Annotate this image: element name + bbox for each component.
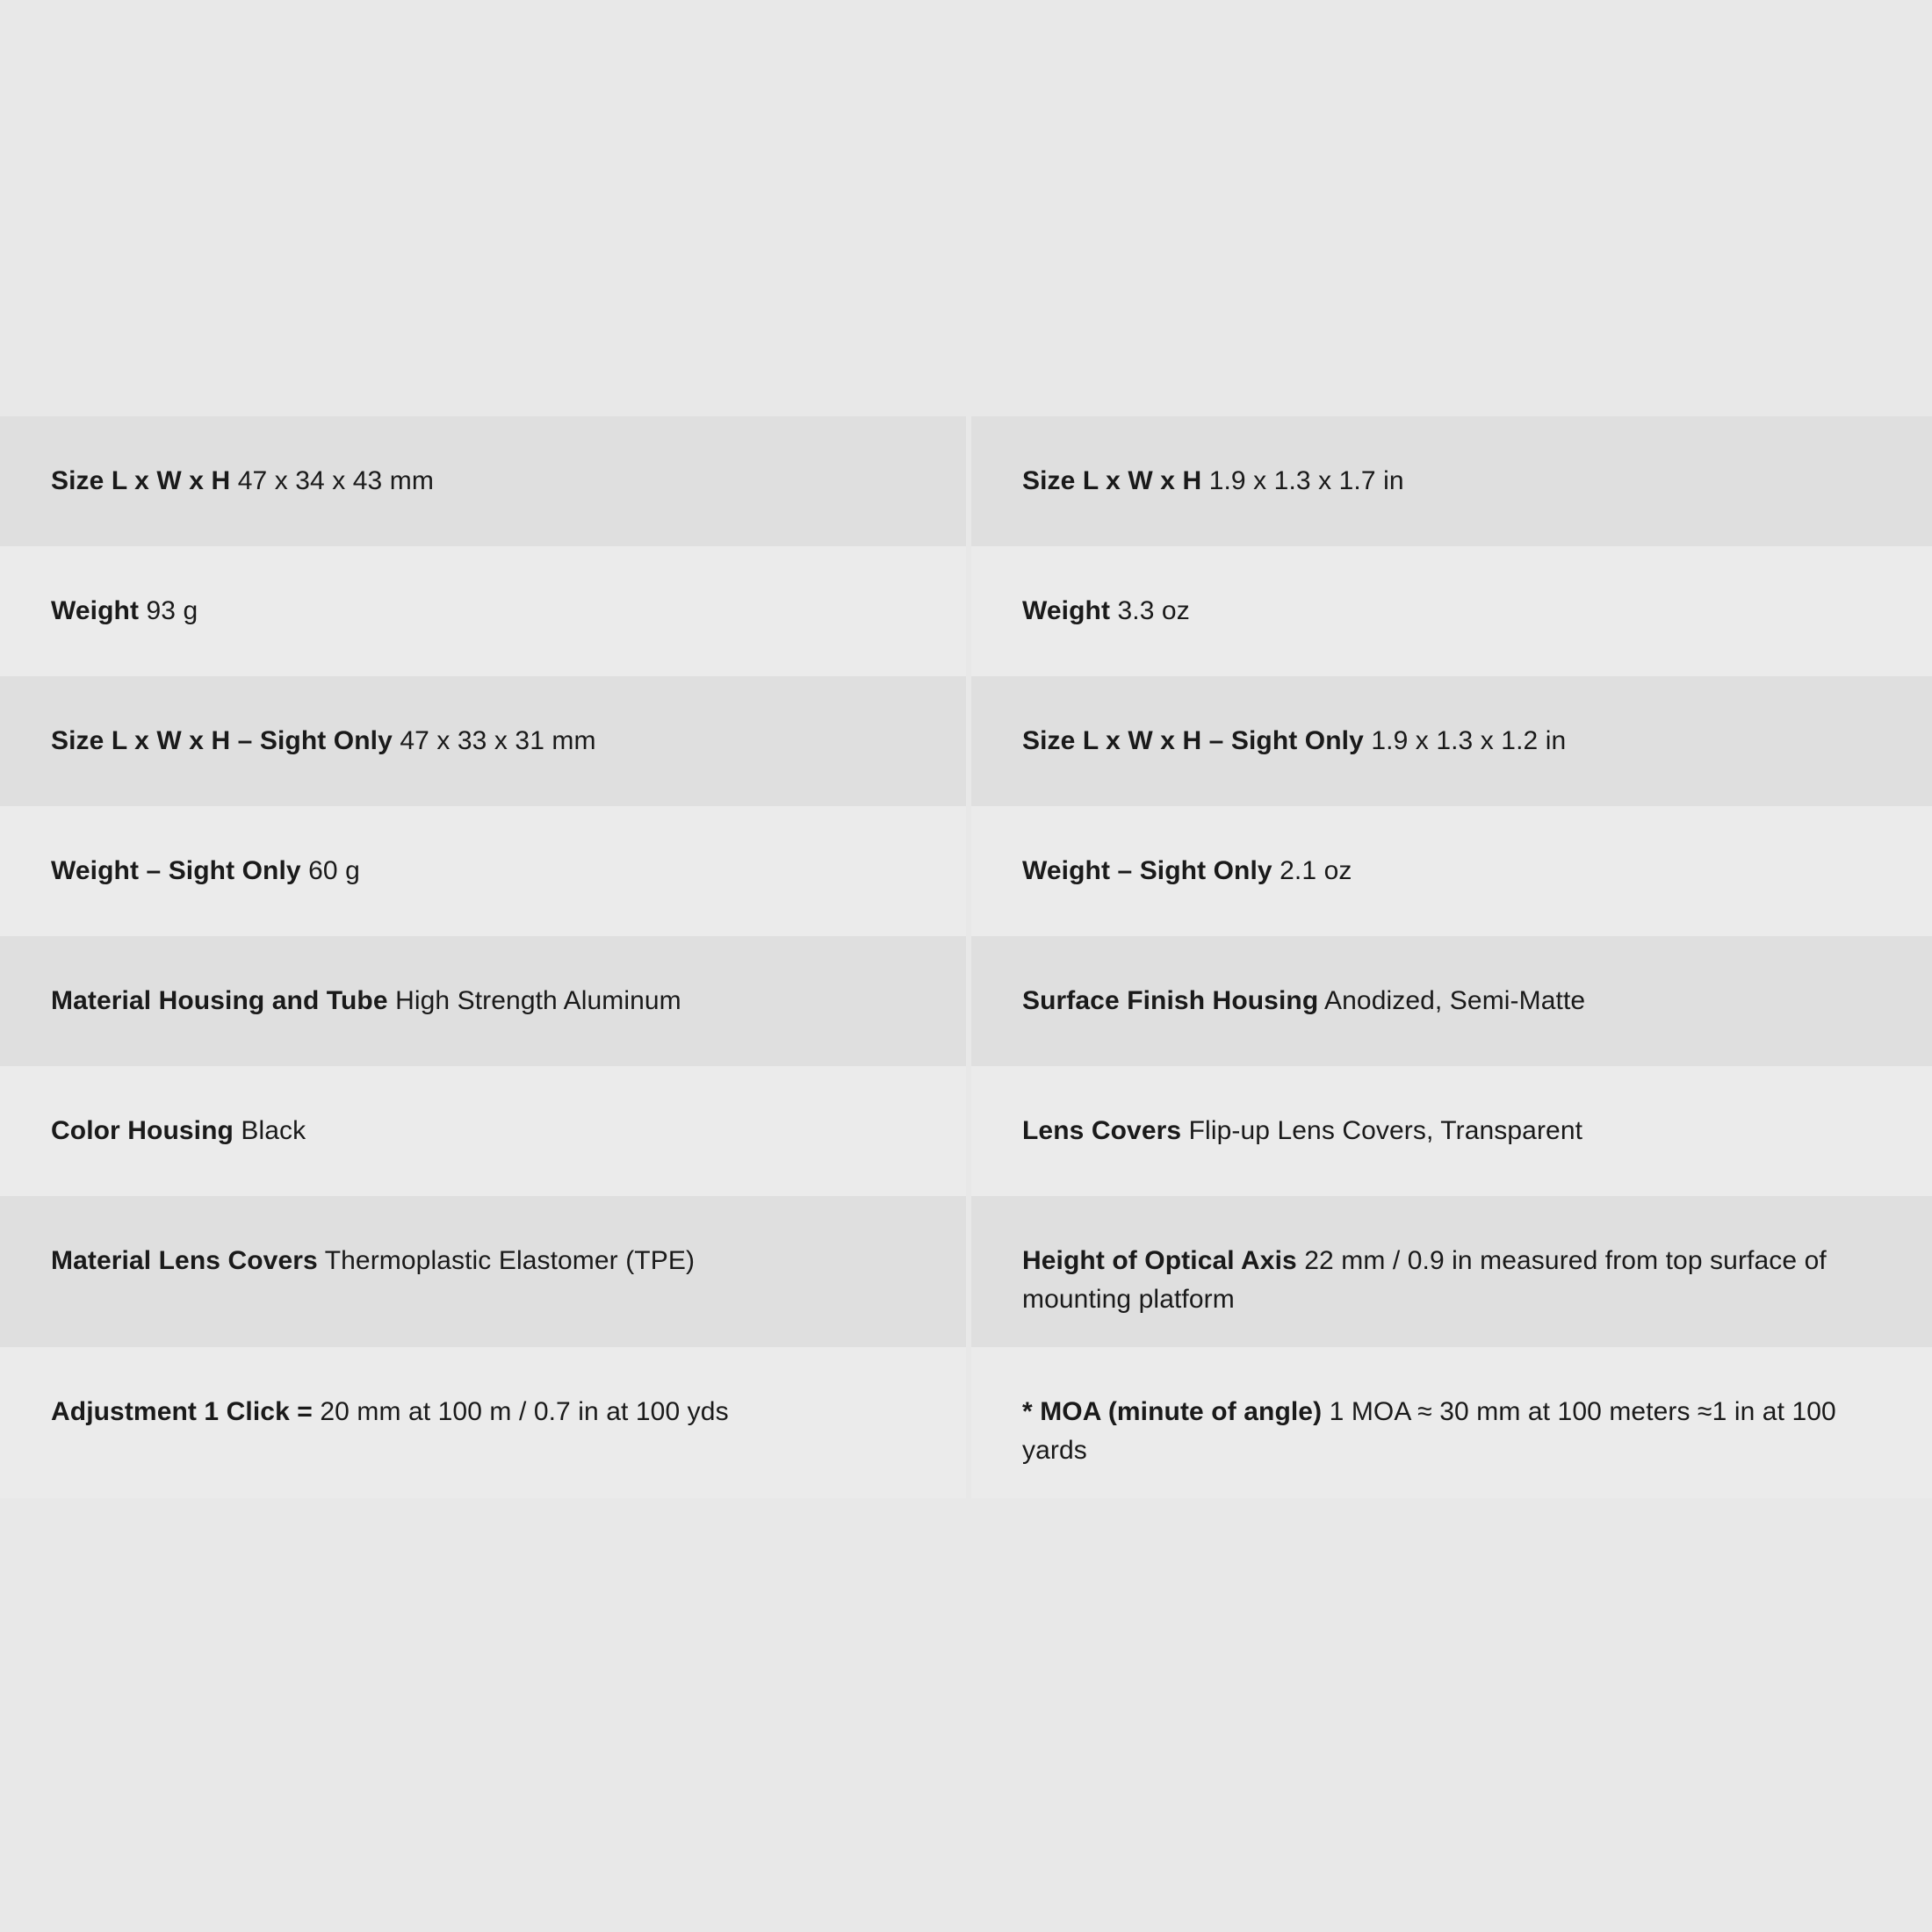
spec-row — [0, 806, 1932, 936]
spec-value: 1 MOA ≈ 30 mm at 100 meters ≈1 in at 100 yards — [1022, 1397, 1836, 1465]
spec-row — [0, 1347, 1932, 1498]
spec-value: 1.9 x 1.3 x 1.2 in — [1371, 726, 1567, 756]
spec-entry — [51, 852, 360, 890]
spec-label: * MOA (minute of angle) — [1022, 1397, 1323, 1426]
spec-cell-left — [0, 1347, 966, 1498]
spec-cell-left — [0, 416, 966, 546]
spec-label: Material Housing and Tube — [51, 986, 388, 1016]
spec-label: Height of Optical Axis — [1022, 1246, 1297, 1275]
spec-row — [0, 416, 1932, 546]
spec-label: Size L x W x H — [1022, 466, 1202, 496]
spec-value: 3.3 oz — [1117, 596, 1190, 626]
spec-value: 1.9 x 1.3 x 1.7 in — [1208, 466, 1404, 496]
spec-entry — [51, 722, 596, 761]
spec-cell-left — [0, 676, 966, 806]
spec-label: Size L x W x H — [51, 466, 231, 496]
spec-label: Size L x W x H – Sight Only — [1022, 726, 1364, 756]
spec-cell-left — [0, 806, 966, 936]
spec-entry — [1022, 852, 1352, 890]
spec-value: Black — [241, 1116, 306, 1146]
spec-value: 93 g — [146, 596, 198, 626]
spec-cell-right — [971, 936, 1932, 1066]
spec-label: Color Housing — [51, 1116, 234, 1146]
spec-label: Weight – Sight Only — [51, 856, 301, 886]
spec-label: Size L x W x H – Sight Only — [51, 726, 393, 756]
spec-label: Weight — [51, 596, 140, 626]
spec-label: Lens Covers — [1022, 1116, 1182, 1146]
spec-cell-right — [971, 1347, 1932, 1498]
spec-entry — [1022, 462, 1404, 501]
spec-label: Weight — [1022, 596, 1111, 626]
spec-cell-right — [971, 1066, 1932, 1196]
spec-value: High Strength Aluminum — [395, 986, 681, 1016]
spec-value: Thermoplastic Elastomer (TPE) — [324, 1246, 696, 1275]
spec-label: Surface Finish Housing — [1022, 986, 1319, 1016]
spec-value: 22 mm / 0.9 in measured from top surface of mounting platform — [1022, 1246, 1827, 1314]
spec-value: 47 x 34 x 43 mm — [237, 466, 434, 496]
spec-cell-right — [971, 806, 1932, 936]
spec-entry — [1022, 722, 1566, 761]
spec-entry — [51, 462, 434, 501]
specification-table — [0, 416, 1932, 1498]
spec-row — [0, 1196, 1932, 1347]
spec-value: 60 g — [308, 856, 360, 886]
spec-cell-left — [0, 546, 966, 676]
spec-entry — [1022, 592, 1190, 631]
spec-entry — [1022, 1393, 1897, 1469]
spec-cell-left — [0, 1196, 966, 1347]
spec-entry — [51, 592, 198, 631]
spec-value: 2.1 oz — [1280, 856, 1352, 886]
spec-value: 47 x 33 x 31 mm — [400, 726, 596, 756]
spec-cell-left — [0, 1066, 966, 1196]
spec-entry — [51, 982, 681, 1020]
spec-cell-right — [971, 1196, 1932, 1347]
spec-label: Weight – Sight Only — [1022, 856, 1272, 886]
spec-entry — [1022, 982, 1585, 1020]
spec-row — [0, 1066, 1932, 1196]
spec-value: Anodized, Semi-Matte — [1324, 986, 1586, 1016]
spec-cell-right — [971, 416, 1932, 546]
spec-entry — [51, 1393, 729, 1431]
spec-label: Material Lens Covers — [51, 1246, 318, 1275]
spec-value: 20 mm at 100 m / 0.7 in at 100 yds — [320, 1397, 729, 1426]
spec-cell-left — [0, 936, 966, 1066]
spec-value: Flip-up Lens Covers, Transparent — [1188, 1116, 1583, 1146]
spec-cell-right — [971, 676, 1932, 806]
spec-row — [0, 546, 1932, 676]
spec-label: Adjustment 1 Click = — [51, 1397, 313, 1426]
spec-cell-right — [971, 546, 1932, 676]
spec-entry — [51, 1112, 306, 1150]
spec-entry — [51, 1242, 695, 1280]
spec-row — [0, 936, 1932, 1066]
spec-entry — [1022, 1112, 1582, 1150]
spec-entry — [1022, 1242, 1897, 1318]
spec-row — [0, 676, 1932, 806]
